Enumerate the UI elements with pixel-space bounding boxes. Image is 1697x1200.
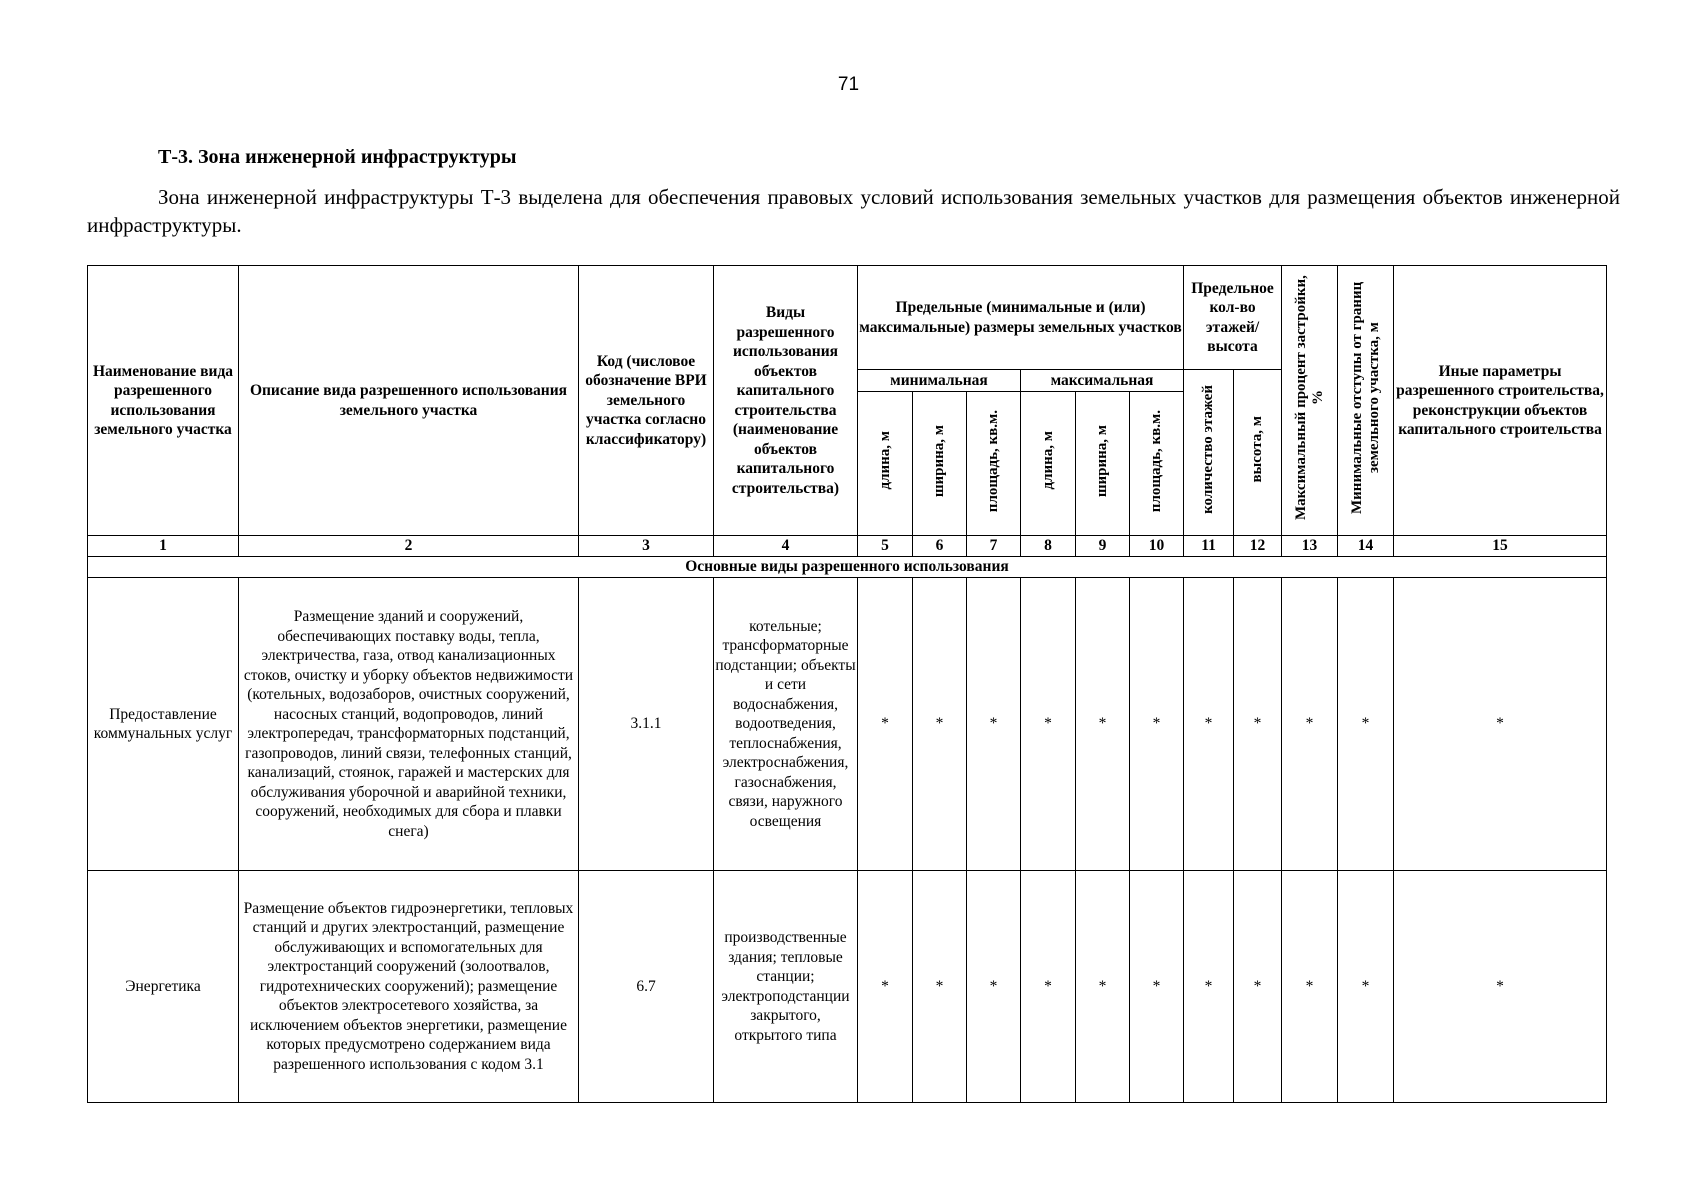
section-title: Т-3. Зона инженерной инфраструктуры [158, 146, 517, 168]
header-min-length: длина, м [858, 392, 913, 536]
row-description: Размещение объектов гидроэнергетики, тепловых станций и других электростанций, размещение обслуживающих и вспомогательных для электростанций сооружений (золоотвалов, гидротехнических сооружений); размещение объектов электросетевого хозяйства, за исключением объектов энергетики, размещение которых предусмотрено содержанием вида разрешенного использования с кодом 3.1 [239, 871, 579, 1103]
row-code: 3.1.1 [579, 578, 714, 871]
header-coverage: Максимальный процент застройки, % [1282, 266, 1338, 536]
column-number: 13 [1282, 536, 1338, 557]
column-number: 5 [858, 536, 913, 557]
header-plot-sizes: Предельные (минимальные и (или) максимальные) размеры земельных участков [858, 266, 1184, 370]
header-max-area: площадь, кв.м. [1130, 392, 1184, 536]
row-value: * [1021, 871, 1076, 1103]
row-value: * [967, 578, 1021, 871]
column-number: 6 [913, 536, 967, 557]
row-value: * [1021, 578, 1076, 871]
row-value: * [1394, 578, 1607, 871]
row-value: * [1282, 578, 1338, 871]
section-heading: Основные виды разрешенного использования [88, 557, 1607, 578]
column-number: 3 [579, 536, 714, 557]
column-numbers-row [88, 536, 1607, 557]
regulations-table [87, 265, 1607, 1103]
header-max: максимальная [1021, 370, 1184, 392]
header-min-width: ширина, м [913, 392, 967, 536]
header-floors-group: Предельное кол-во этажей/ высота [1184, 266, 1282, 370]
header-height: высота, м [1234, 370, 1282, 536]
column-number: 2 [239, 536, 579, 557]
row-description: Размещение зданий и сооружений, обеспечивающих поставку воды, тепла, электричества, газа, отвод канализационных стоков, очистку и уборку объектов недвижимости (котельных, водозаборов, очистных сооружений, насосных станций, водопроводов, линий электропередач, трансформаторных подстанций, газопроводов, линий связи, телефонных станций, канализаций, стоянок, гаражей и мастерских для обслуживания уборочной и аварийной техники, сооружений, необходимых для сбора и плавки снега) [239, 578, 579, 871]
row-value: * [1282, 871, 1338, 1103]
row-value: * [913, 578, 967, 871]
column-number: 12 [1234, 536, 1282, 557]
row-value: * [1076, 578, 1130, 871]
column-number: 1 [88, 536, 239, 557]
header-objects: Виды разрешенного использования объектов капитального строительства (наименование объектов капитального строительства) [714, 266, 858, 536]
row-name: Предоставление коммунальных услуг [88, 578, 239, 871]
header-min: минимальная [858, 370, 1021, 392]
table-row [88, 871, 1607, 1103]
header-code: Код (числовое обозначение ВРИ земельного участка согласно классификатору) [579, 266, 714, 536]
column-number: 7 [967, 536, 1021, 557]
row-name: Энергетика [88, 871, 239, 1103]
column-number: 15 [1394, 536, 1607, 557]
header-max-width: ширина, м [1076, 392, 1130, 536]
column-number: 10 [1130, 536, 1184, 557]
row-objects: производственные здания; тепловые станции; электроподстанции закрытого, открытого типа [714, 871, 858, 1103]
column-number: 4 [714, 536, 858, 557]
column-number: 9 [1076, 536, 1130, 557]
row-value: * [1130, 871, 1184, 1103]
table-row [88, 578, 1607, 871]
page-number: 71 [837, 74, 860, 95]
column-number: 14 [1338, 536, 1394, 557]
column-number: 11 [1184, 536, 1234, 557]
row-code: 6.7 [579, 871, 714, 1103]
row-value: * [1234, 871, 1282, 1103]
row-value: * [1394, 871, 1607, 1103]
header-setbacks: Минимальные отступы от границ земельного участка, м [1338, 266, 1394, 536]
header-other: Иные параметры разрешенного строительства, реконструкции объектов капитального строительства [1394, 266, 1607, 536]
header-name: Наименование вида разрешенного использования земельного участка [88, 266, 239, 536]
header-min-area: площадь, кв.м. [967, 392, 1021, 536]
intro-paragraph: Зона инженерной инфраструктуры Т-3 выделена для обеспечения правовых условий использования земельных участков для размещения объектов инженерной инфраструктуры. [87, 185, 1620, 237]
row-value: * [1338, 871, 1394, 1103]
column-number: 8 [1021, 536, 1076, 557]
row-value: * [1076, 871, 1130, 1103]
row-value: * [1234, 578, 1282, 871]
row-value: * [858, 578, 913, 871]
row-value: * [1184, 871, 1234, 1103]
header-max-length: длина, м [1021, 392, 1076, 536]
row-value: * [858, 871, 913, 1103]
header-description: Описание вида разрешенного использования земельного участка [239, 266, 579, 536]
row-value: * [1130, 578, 1184, 871]
row-value: * [1184, 578, 1234, 871]
header-floors: количество этажей [1184, 370, 1234, 536]
row-objects: котельные; трансформаторные подстанции; объекты и сети водоснабжения, водоотведения, теплоснабжения, электроснабжения, газоснабжения, связи, наружного освещения [714, 578, 858, 871]
row-value: * [1338, 578, 1394, 871]
row-value: * [913, 871, 967, 1103]
row-value: * [967, 871, 1021, 1103]
